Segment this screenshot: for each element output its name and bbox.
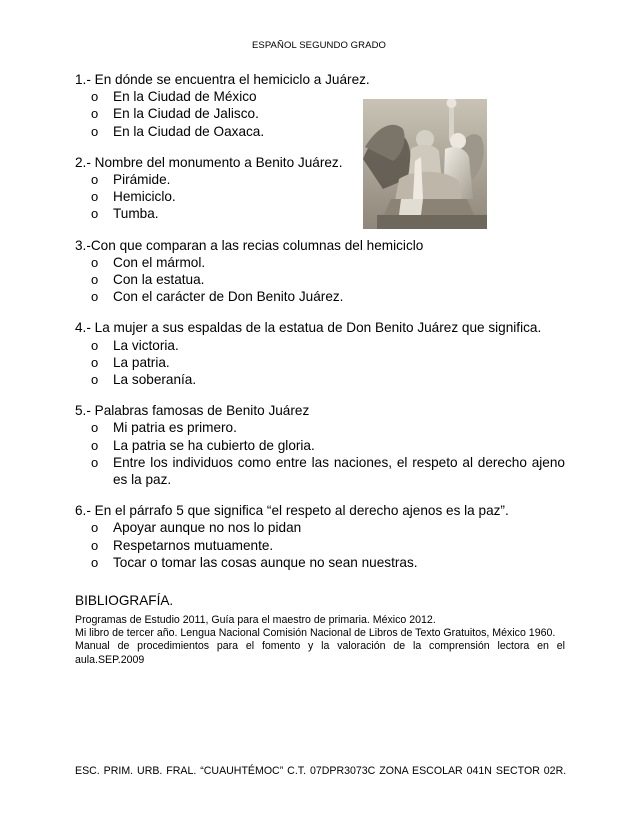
bullet-icon: o — [91, 454, 99, 470]
list-item: o Tocar o tomar las cosas aunque no sean nuestras. — [91, 554, 418, 570]
bullet-icon: o — [91, 106, 99, 122]
question-5: 5.- Palabras famosas de Benito Juárez — [75, 403, 310, 419]
question-1-options — [75, 88, 565, 140]
list-item: o La patria. — [91, 354, 170, 370]
list-item: o En la Ciudad de México — [91, 89, 257, 105]
list-item: o Entre los individuos como entre las naciones, el respeto al derecho ajeno es la paz. — [91, 454, 565, 488]
list-item: o Pirámide. — [91, 172, 171, 188]
bibliography-entry: Mi libro de tercer año. Lengua Nacional Comisión Nacional de Libros de Texto Gratuitos, México 1960. — [75, 627, 556, 640]
bullet-icon: o — [91, 123, 99, 139]
document-footer: ESC. PRIM. URB. FRAL. “CUAUHTÉMOC” C.T. 07DPR3073C ZONA ESCOLAR 041N SECTOR 02R. — [75, 765, 567, 777]
list-item: o Con el mármol. — [91, 254, 206, 270]
list-item: o Respetarnos mutuamente. — [91, 537, 274, 553]
bullet-icon: o — [91, 520, 99, 536]
bullet-icon: o — [91, 437, 99, 453]
question-6: 6.- En el párrafo 5 que significa “el respeto al derecho ajenos es la paz”. — [75, 503, 509, 519]
question-3-options — [75, 254, 565, 306]
list-item: o Con el carácter de Don Benito Juárez. — [91, 289, 344, 305]
bibliography-entry: Programas de Estudio 2011, Guía para el maestro de primaria. México 2012. — [75, 614, 436, 627]
document-header: ESPAÑOL SEGUNDO GRADO — [251, 40, 387, 51]
question-4: 4.- La mujer a sus espaldas de la estatua de Don Benito Juárez que significa. — [75, 320, 542, 336]
bullet-icon: o — [91, 89, 99, 105]
bullet-icon: o — [91, 172, 99, 188]
question-3: 3.-Con que comparan a las recias columnas del hemiciclo — [75, 237, 424, 253]
bullet-icon: o — [91, 420, 99, 436]
bibliography-title: BIBLIOGRAFÍA. — [75, 593, 174, 609]
question-1: 1.- En dónde se encuentra el hemiciclo a Juárez. — [75, 72, 370, 87]
question-4-options — [75, 337, 565, 389]
list-item: o Mi patria es primero. — [91, 420, 237, 436]
list-item: o Apoyar aunque no nos lo pidan — [91, 520, 302, 536]
list-item: o En la Ciudad de Oaxaca. — [91, 123, 265, 139]
bullet-icon: o — [91, 189, 99, 205]
bullet-icon: o — [91, 337, 99, 353]
bullet-icon: o — [91, 289, 99, 305]
questionnaire — [75, 71, 565, 667]
bullet-icon: o — [91, 537, 99, 553]
bullet-icon: o — [91, 272, 99, 288]
question-5-options — [75, 419, 565, 488]
question-6-options — [75, 519, 565, 571]
question-2-options — [75, 171, 565, 223]
list-item: o Con la estatua. — [91, 272, 205, 288]
list-item: o Tumba. — [91, 206, 159, 222]
bibliography — [75, 593, 565, 667]
bullet-icon: o — [91, 254, 99, 270]
list-item: o La patria se ha cubierto de gloria. — [91, 437, 315, 453]
bullet-icon: o — [91, 206, 99, 222]
bullet-icon: o — [91, 372, 99, 388]
bullet-icon: o — [91, 554, 99, 570]
bibliography-entry: Manual de procedimientos para el fomento y la valoración de la comprensión lectora en el aula.SEP.2009 — [75, 640, 565, 666]
list-item: o La soberanía. — [91, 372, 197, 388]
list-item: o En la Ciudad de Jalisco. — [91, 106, 259, 122]
list-item: o Hemiciclo. — [91, 189, 176, 205]
list-item: o La victoria. — [91, 337, 179, 353]
bullet-icon: o — [91, 354, 99, 370]
question-2: 2.- Nombre del monumento a Benito Juárez. — [75, 154, 343, 170]
